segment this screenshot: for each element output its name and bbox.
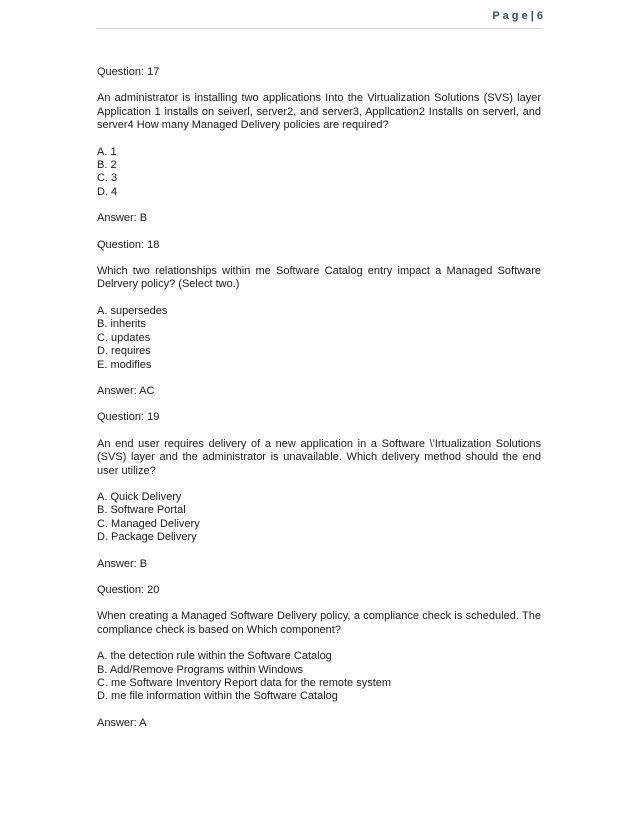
option-line: B. inherits [97,318,146,331]
question-body: An administrator is installing two applications Into the Virtualization Solutions (SVS) layer Application 1 installs on seiverl, server2, and server3, Appllcation2 Installs on serverl, and server4 How many Managed Delivery policies are required? [97,92,541,132]
options-list [97,305,541,372]
question-block-18 [97,239,541,399]
options-list [97,650,541,704]
option-line: E. modifies [97,358,152,371]
answer-line: Answer: B [97,557,148,570]
options-list [97,491,541,545]
option-line: D. requires [97,345,151,358]
answer-line: Answer: B [97,212,148,225]
question-title: Question: 17 [97,66,160,78]
option-line: D. Package Delivery [97,531,197,544]
question-block-17 [97,66,541,226]
option-line: A. supersedes [97,304,168,317]
answer-line: Answer: AC [97,384,155,397]
option-line: A. Quick Delivery [97,490,182,503]
option-line: C. 3 [97,172,118,185]
option-line: B. Software Portal [97,504,186,517]
option-line: D. 4 [97,185,118,198]
question-body: An end user requires delivery of a new application in a Software \'Irtualization Solutions (SVS) layer and the administrator is unavailable. Which delivery method should the end user utilize? [97,437,541,477]
question-block-20 [97,584,541,730]
option-line: B. Add/Remove Programs within Windows [97,663,304,676]
page-number: P a g e | 6 [492,10,543,22]
question-block-19 [97,411,541,571]
question-title: Question: 18 [97,238,160,251]
option-line: D. me file information within the Software Catalog [97,690,338,703]
question-body: Which two relationships within me Software Catalog entry impact a Managed Software Delrvery policy? (Select two.) [97,265,541,291]
options-list [97,146,541,200]
question-title: Question: 20 [97,583,160,596]
answer-line: Answer: A [97,716,147,729]
option-line: A. the detection rule within the Software Catalog [97,650,332,663]
option-line: A. 1 [97,145,117,158]
option-line: C. updates [97,331,151,344]
questions-content [97,66,541,743]
option-line: C. Managed Delivery [97,517,200,530]
page-header [96,10,543,29]
question-body: When creating a Managed Software Delivery policy, a compliance check is scheduled. The compliance check is based on Which component? [97,610,541,636]
option-line: B. 2 [97,159,117,172]
option-line: C. me Software Inventory Report data for the remote system [97,677,392,689]
question-title: Question: 19 [97,411,160,424]
